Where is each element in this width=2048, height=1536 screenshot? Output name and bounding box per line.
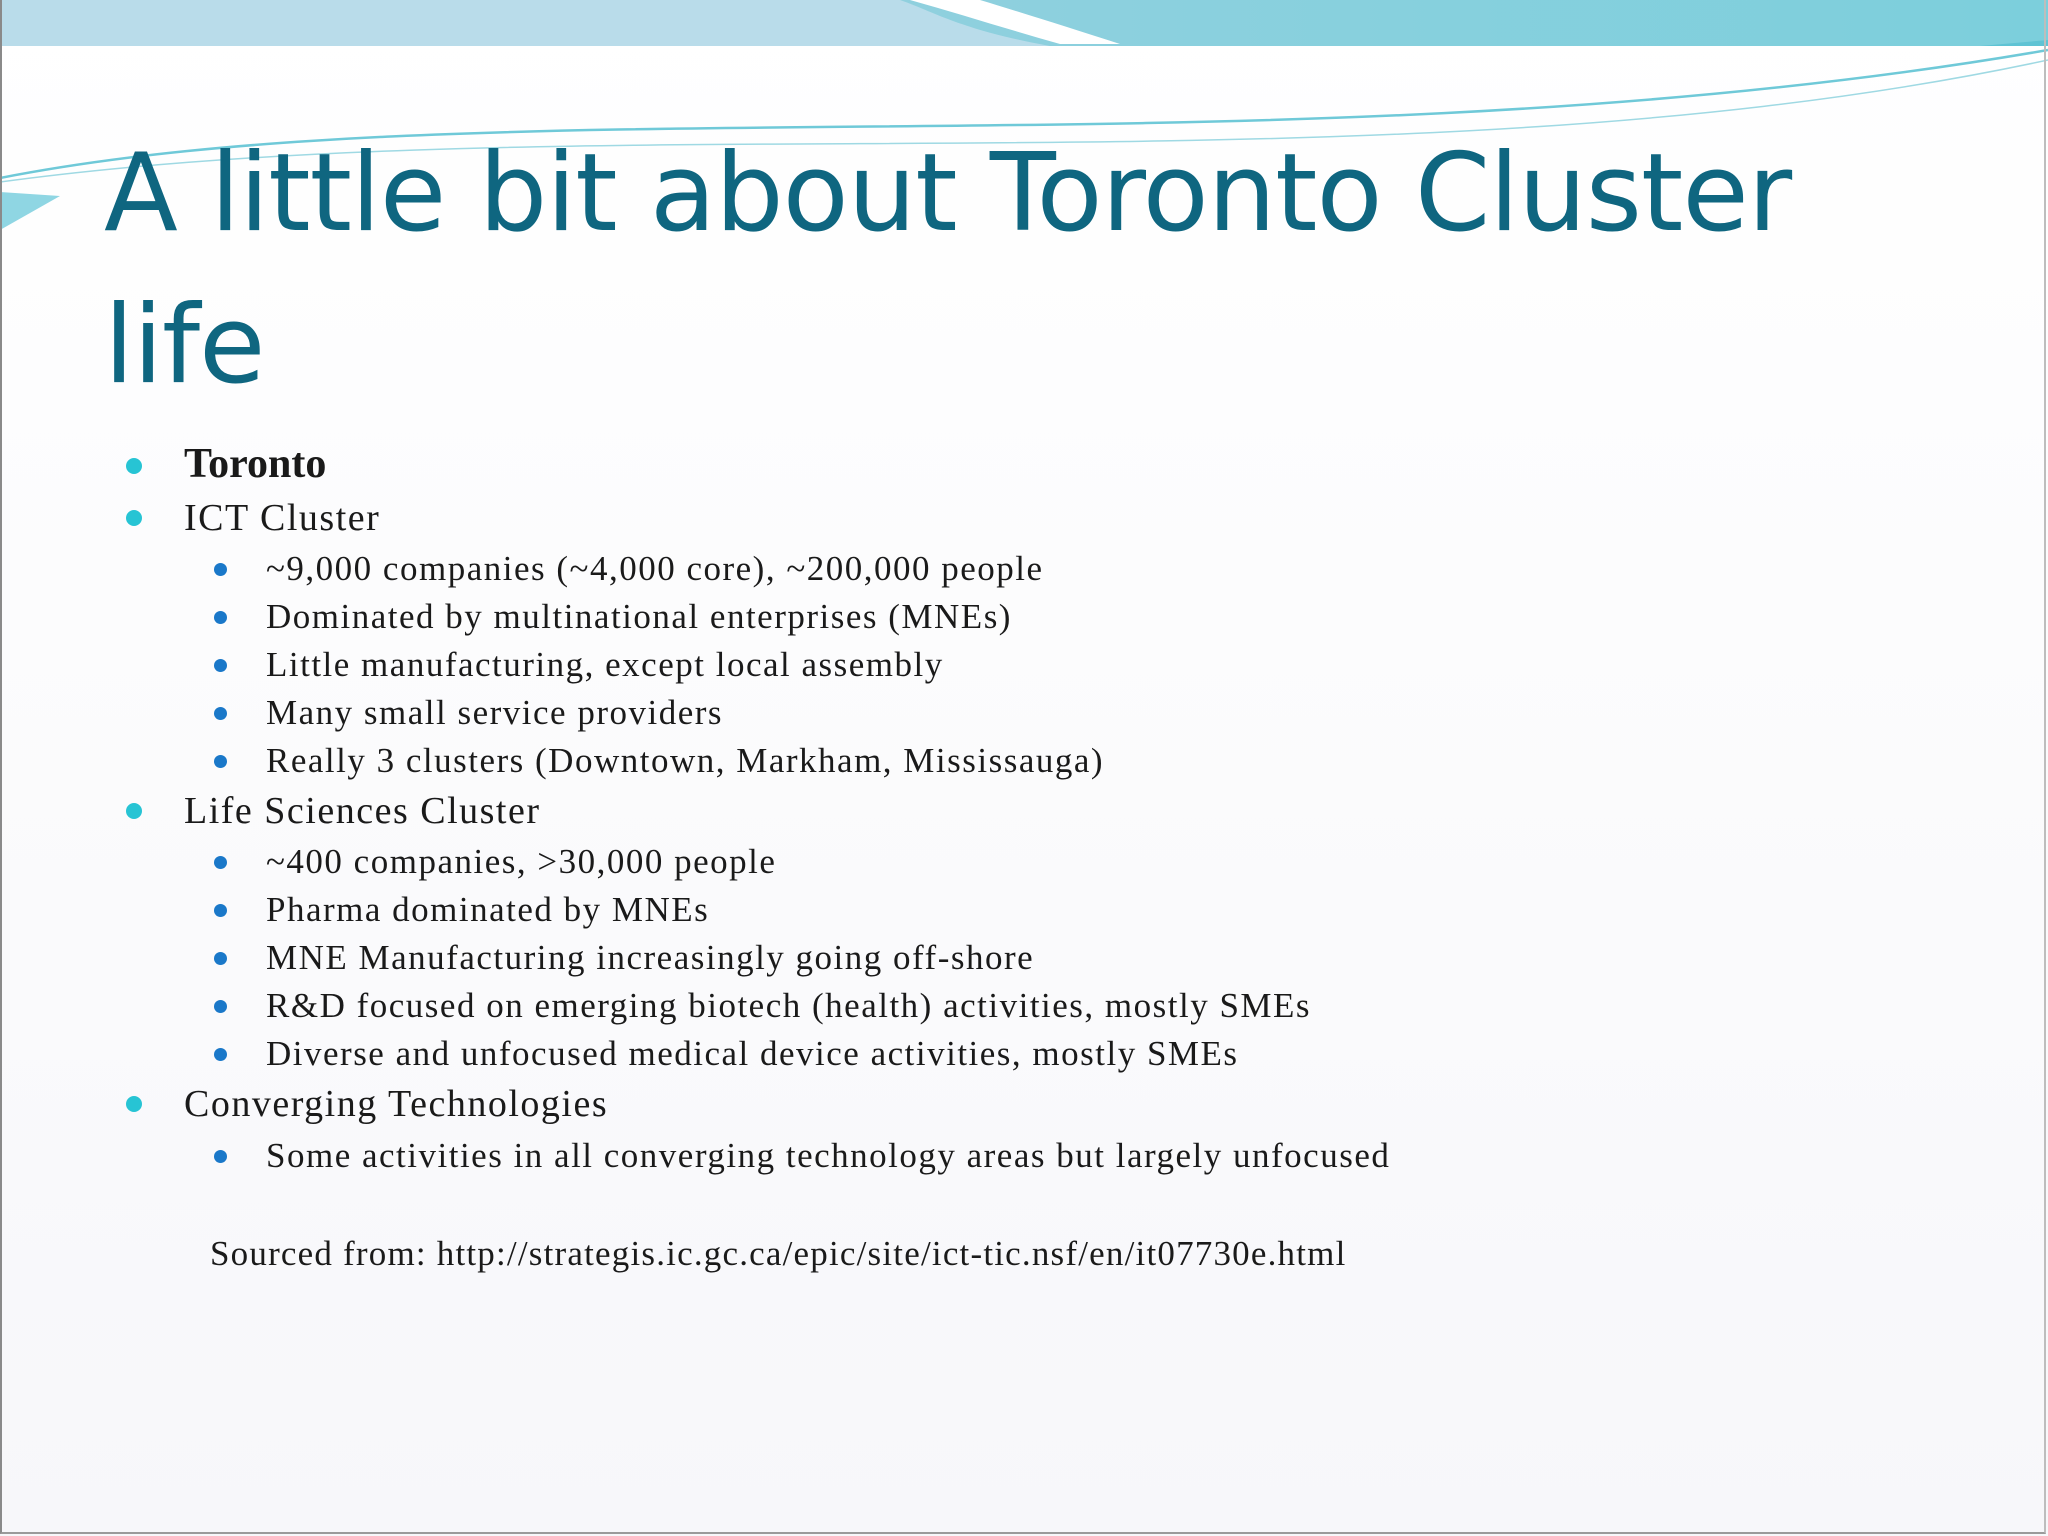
bullet-dot-level2 [214, 707, 227, 720]
bullet-dot-level2 [214, 1150, 227, 1163]
bullet-item: Really 3 clusters (Downtown, Markham, Mississauga) [266, 741, 1105, 780]
bullet-dot-level2 [214, 563, 227, 576]
bullet-dot-level2 [214, 904, 227, 917]
bullet-item: Diverse and unfocused medical device activities, mostly SMEs [266, 1034, 1239, 1073]
bullet-item-toronto: Toronto [184, 441, 327, 487]
bullet-dot-level1 [126, 510, 142, 526]
slide-title: A little bit about Toronto Cluster life [104, 131, 1792, 408]
bullet-item: Pharma dominated by MNEs [266, 890, 710, 929]
bullet-item: Some activities in all converging technology areas but largely unfocused [266, 1136, 1391, 1175]
bullet-dot-level1 [126, 803, 142, 819]
bullet-dot-level2 [214, 1000, 227, 1013]
source-citation: Sourced from: http://strategis.ic.gc.ca/epic/site/ict-tic.nsf/en/it07730e.html [210, 1234, 1347, 1273]
bullet-dot-level2 [214, 611, 227, 624]
bullet-dot-level2 [214, 659, 227, 672]
bullet-item: Many small service providers [266, 693, 724, 732]
bullet-item: ~400 companies, >30,000 people [266, 842, 777, 881]
bullet-dot-level2 [214, 755, 227, 768]
bullet-item-life-sciences-cluster: Life Sciences Cluster [184, 790, 541, 832]
bullet-item: Little manufacturing, except local assembly [266, 645, 944, 684]
bullet-dot-level2 [214, 1048, 227, 1061]
bullet-item: R&D focused on emerging biotech (health) activities, mostly SMEs [266, 986, 1312, 1025]
bullet-dot-level1 [126, 458, 142, 474]
bullet-item: Dominated by multinational enterprises (MNEs) [266, 597, 1012, 636]
bullet-item: ~9,000 companies (~4,000 core), ~200,000 people [266, 549, 1044, 588]
bullet-item-converging-technologies: Converging Technologies [184, 1083, 609, 1125]
bullet-item: MNE Manufacturing increasingly going off-shore [266, 938, 1035, 977]
bullet-dot-level2 [214, 856, 227, 869]
bullet-dot-level1 [126, 1096, 142, 1112]
bullet-dot-level2 [214, 952, 227, 965]
bullet-item-ict-cluster: ICT Cluster [184, 497, 381, 539]
